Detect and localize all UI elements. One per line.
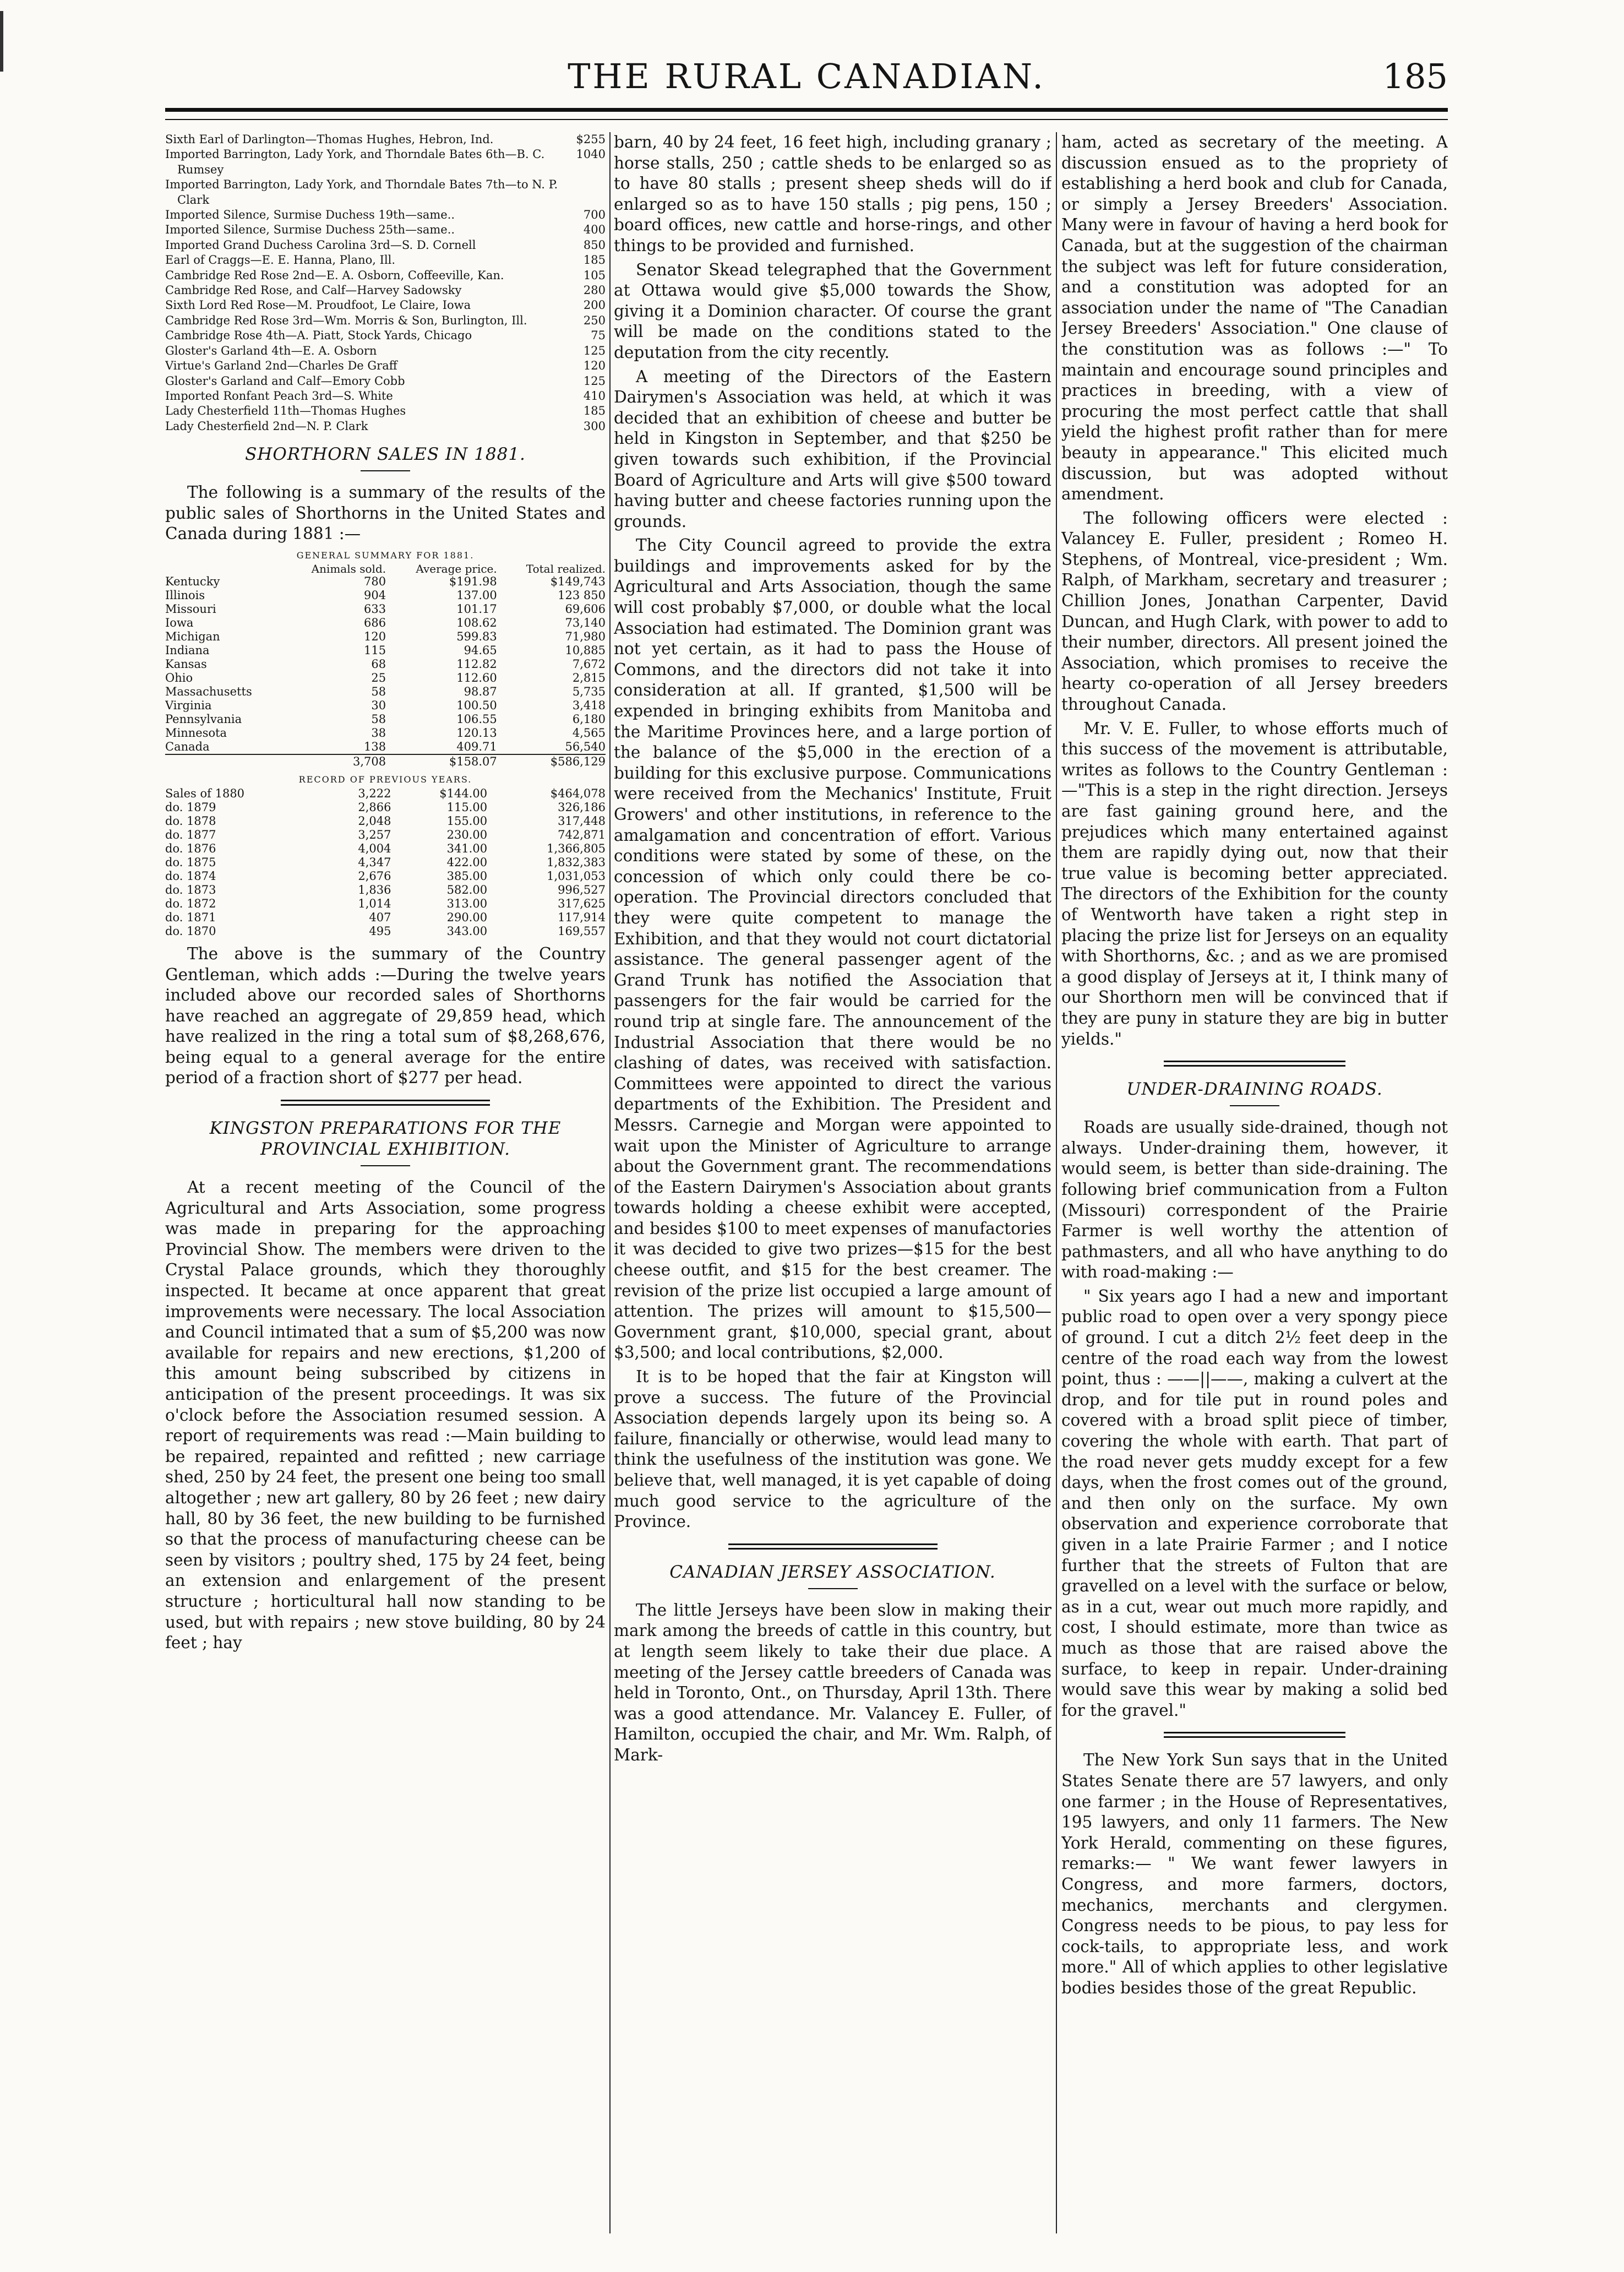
kingston-continued-1: barn, 40 by 24 feet, 16 feet high, including granary ; horse stalls, 250 ; cattle sheds to be enlarged so as to have 80 stalls ; present sheep sheds will do if enlarged so as to have 150 stalls ; pig pens, 150 ; board offices, new cattle and horse-rings, and other things to be provided and furnished. [614, 133, 1051, 255]
table-cell: do. 1874 [165, 869, 216, 883]
table-cell: Kentucky [165, 574, 220, 588]
table-cell: Sales of 1880 [165, 786, 245, 800]
table-cell: Michigan [165, 629, 220, 643]
margin-mark-top [0, 11, 3, 72]
table-cell: $191.98 [449, 574, 497, 588]
table-row [165, 671, 606, 685]
table-cell: do. 1878 [165, 814, 216, 828]
sale-price: 75 [591, 329, 606, 343]
shorthorn-heading: SHORTHORN SALES IN 1881. [245, 444, 526, 465]
table-cell: 94.65 [464, 643, 497, 657]
table-cell: 155.00 [446, 814, 488, 828]
table-cell: 422.00 [446, 855, 488, 869]
table-cell: 108.62 [456, 616, 497, 629]
table-header-cell [165, 563, 284, 575]
table-row [165, 685, 606, 699]
table-cell: 317,625 [558, 896, 606, 910]
sale-name: Imported Ronfant Peach 3rd—S. White [165, 389, 393, 403]
sale-name: Virtue's Garland 2nd—Charles De Graff [165, 359, 397, 373]
roads-heading: UNDER-DRAINING ROADS. [1126, 1079, 1383, 1100]
table-cell: 120.13 [456, 726, 497, 740]
table-header-cell: Animals sold. [311, 562, 386, 575]
table-row [165, 644, 606, 657]
table-cell: 2,676 [358, 869, 391, 883]
sale-entry [165, 283, 606, 298]
page-header [165, 51, 1448, 111]
sale-price: 850 [583, 238, 606, 252]
column-2 [614, 132, 1051, 2233]
table-cell: Ohio [165, 671, 193, 684]
sale-name: Lady Chesterfield 11th—Thomas Hughes [165, 404, 406, 418]
table-cell: 115 [364, 643, 386, 657]
heading-rule [808, 1588, 858, 1589]
kingston-continued-5: It is to be hoped that the fair at Kingston will prove a success. The future of the Provincial Association depends largely upon its being so. A failure, financially or otherwise, would lead many to think the usefulness of the institution was gone. We believe that, well managed, it is yet capable of doing much good service to the agriculture of the Province. [614, 1367, 1051, 1531]
sale-price: 700 [583, 208, 606, 222]
section-double-rule [281, 1100, 490, 1106]
table-cell: do. 1870 [165, 924, 216, 938]
table-cell: 2,815 [572, 671, 606, 684]
table-cell: 123 850 [558, 588, 606, 602]
kingston-heading: KINGSTON PREPARATIONS FOR THE PROVINCIAL EXHIBITION. [209, 1118, 562, 1160]
sale-name: Imported Silence, Surmise Duchess 25th—same.. [165, 223, 455, 237]
sale-entry [165, 389, 606, 404]
table-cell: 1,014 [358, 896, 391, 910]
table-cell: do. 1871 [165, 910, 216, 924]
table-cell: 4,565 [572, 726, 606, 740]
table-cell: 317,448 [558, 814, 606, 828]
table-cell: 633 [364, 602, 386, 616]
table-row [165, 630, 606, 644]
table-cell: 138 [364, 740, 386, 753]
sale-name: Imported Barrington, Lady York, and Thorndale Bates 7th—to N. P. Clark [165, 178, 558, 206]
table-cell: 98.87 [464, 684, 497, 698]
page-number: 185 [1382, 56, 1448, 96]
table-cell: 582.00 [446, 883, 488, 896]
table-cell: 106.55 [456, 712, 497, 726]
table-cell [165, 754, 284, 769]
table-cell: Virginia [165, 698, 212, 712]
table-header-row [165, 563, 606, 575]
sale-entry [165, 419, 606, 434]
table-cell: 3,708 [284, 754, 386, 769]
sale-name: Imported Grand Duchess Carolina 3rd—S. D. Cornell [165, 238, 476, 252]
summary-table [165, 563, 606, 769]
sale-entry [165, 313, 606, 328]
table-cell: 599.83 [456, 629, 497, 643]
table-cell: 100.50 [456, 698, 497, 712]
sale-name: Earl of Craggs—E. E. Hanna, Plano, Ill. [165, 253, 396, 267]
sale-price: 1040 [576, 148, 606, 161]
table-row [165, 657, 606, 671]
sale-name: Gloster's Garland 4th—E. A. Osborn [165, 344, 377, 357]
table2-caption: RECORD OF PREVIOUS YEARS. [298, 774, 472, 785]
table-cell: 2,866 [358, 800, 391, 814]
table-cell: $144.00 [439, 786, 488, 800]
sale-price: 125 [583, 344, 606, 357]
kingston-continued-3: A meeting of the Directors of the Eastern Dairymen's Association was held, at which it was decided that an exhibition of cheese and butter be held in Kingston in September, and that $250 be given towards such exhibition, if the Provincial Board of Agriculture and Arts will give $500 toward having butter and cheese factories running upon the grounds. [614, 367, 1051, 531]
table-row [165, 787, 606, 801]
table1-caption: GENERAL SUMMARY FOR 1881. [296, 550, 475, 561]
sale-entry [165, 222, 606, 237]
table-cell: 137.00 [456, 588, 497, 602]
table-cell: 3,222 [358, 786, 391, 800]
previous-years-table [165, 787, 606, 938]
sale-entry [165, 328, 606, 343]
table-cell: 112.82 [456, 657, 497, 671]
sale-price: 105 [583, 268, 606, 282]
table-cell: 409.71 [456, 740, 497, 753]
jersey-continued-2: The following officers were elected : Valancey E. Fuller, president ; Romeo H. Stephens, of Montreal, vice-president ; Wm. Ralph, of Markham, secretary and treasurer ; Chillion Jones, Jonathan Carpenter, David Duncan, and Hugh Clark, with power to add to their number, directors. All present joined the Association, which promises to receive the hearty co-operation of all Jersey breeders throughout Canada. [1061, 508, 1448, 714]
table-row [165, 713, 606, 726]
table-cell: 2,048 [358, 814, 391, 828]
publication-title: THE RURAL CANADIAN. [568, 56, 1045, 96]
table-cell: 385.00 [446, 869, 488, 883]
table-cell: 742,871 [558, 828, 606, 841]
sale-name: Cambridge Red Rose, and Calf—Harvey Sadowsky [165, 284, 462, 297]
section-double-rule [1164, 1061, 1345, 1067]
table-cell: 495 [369, 924, 391, 938]
table-cell: 904 [364, 588, 386, 602]
sale-price [567, 177, 606, 208]
sale-name: Sixth Earl of Darlington—Thomas Hughes, Hebron, Ind. [165, 133, 494, 146]
jersey-continued-3: Mr. V. E. Fuller, to whose efforts much of this success of the movement is attributable, writes as follows to the Country Gentleman :—"This is a step in the right direction. Jerseys are fast gaining ground here, and the prejudices which many entertained against them are rapidly dying out, now that their true value is becoming better appreciated. The directors of the Exhibition for the county of Wentworth have taken a right step in placing the prize list for Jerseys on an equality with Shorthorns, &c. ; and as we are promised a good display of Jerseys at it, I think many of our Shorthorn men will be convinced that if they are puny in stature they are big in butter yields." [1061, 719, 1448, 1048]
table-row [165, 699, 606, 713]
sale-price: 200 [583, 298, 606, 312]
table-cell: $149,743 [550, 574, 606, 588]
sale-entry [165, 132, 606, 147]
table-cell: 120 [364, 629, 386, 643]
sale-name: Lady Chesterfield 2nd—N. P. Clark [165, 419, 368, 433]
table-cell: do. 1875 [165, 855, 216, 869]
table-cell: 115.00 [446, 800, 488, 814]
sun-paragraph: The New York Sun says that in the United States Senate there are 57 lawyers, and only one farmer ; in the House of Representatives, 195 lawyers, and only 11 farmers. The New York Herald, commenting on these figures, remarks:— " We want fewer lawyers in Congress, and more farmers, doctors, mechanics, merchants and clergymen. Congress needs to be pious, to pay less for cock-tails, to appropriate less, and work more." All of which applies to other legislative bodies besides those of the great Republic. [1061, 1751, 1448, 1997]
sale-entry [165, 208, 606, 222]
table-cell: 7,672 [572, 657, 606, 671]
table-row [165, 842, 606, 856]
table-row [165, 911, 606, 925]
table-row [165, 897, 606, 911]
kingston-continued-4: The City Council agreed to provide the extra buildings and improvements asked for by the Agricultural and Arts Association, though the same will cost probably $7,000, or double what the local Association had estimated. The Dominion grant was not yet certain, as it had to pass the House of Commons, and the directors did not take it into consideration at all. If granted, $1,500 will be expended in bringing exhibits from Manitoba and the Maritime Provinces here, and a large portion of the balance of the $5,000 in the erection of a building for this exclusive purpose. Communications were received from the Mechanics' Institute, Fruit Growers' and other institutions, in reference to the amalgamation and concentration of effort. Various conditions were stated by some of these, on the concession of which only could there be co-operation. The Provincial directors concluded that they were quite competent to manage the Exhibition, and that they would not court dictatorial assistance. The general passenger agent of the Grand Trunk has notified the Association that passengers for the fair would be carried for the round trip at single fare. The announcement of the Industrial Association that there would be no clashing of dates, was received with satisfaction. Committees were appointed to direct the various departments of the Exhibition. The President and Messrs. Carnegie and Morgan were appointed to wait upon the Minister of Agriculture to arrange about the Government grant. The recommendations of the Eastern Dairymen's Association about grants towards holding a cheese exhibit were accepted, and besides $100 to meet expenses of manufactories it was decided to give two prizes—$15 for the best cheese outfit, and $15 for the best creamer. The revision of the prize list occupied a large amount of attention. The prizes will amount to $15,500—Government grant, $10,000, special grant, about $3,500; and local contributions, $2,000. [614, 536, 1051, 1362]
table-cell: 686 [364, 616, 386, 629]
table-cell: 38 [371, 726, 386, 740]
column-divider-2 [1056, 132, 1057, 2233]
table-cell: 4,004 [358, 841, 391, 855]
table-cell: 230.00 [446, 828, 488, 841]
sale-price: 250 [583, 313, 606, 327]
heading-rule [1230, 1105, 1279, 1106]
sale-entry [165, 238, 606, 253]
table-cell: 3,257 [358, 828, 391, 841]
table-cell: 780 [364, 574, 386, 588]
roads-paragraph-2: " Six years ago I had a new and important public road to open over a very spongy piece of ground. I cut a ditch 2½ feet deep in the centre of the road each way from the lowest point, thus : ——||——, making a culvert at the drop, and for tile put in round poles and covered with a broad split piece of timber, covering the whole with earth. That part of the road never gets muddy except for a few days, when the frost comes out of the ground, and then only on the surface. My own observation and experience corroborate that given in a late Prairie Farmer ; and I notice further that the streets of Fulton that are gravelled on a level with the surface or below, as in a cut, wear out much more rapidly, and cost, I should estimate, more than twice as much as those that are raised above the surface, to keep in repair. Under-draining would save this wear by making a solid bed for the gravel." [1061, 1286, 1448, 1720]
sale-entry [165, 177, 606, 208]
table-row [165, 883, 606, 897]
table-cell: 71,980 [565, 629, 606, 643]
jersey-continued-1: ham, acted as secretary of the meeting. A discussion ensued as to the propriety of establishing a herd book and club for Canada, or simply a Jersey Breeders' Association. Many were in favour of having a herd book for Canada, but at the suggestion of the chairman the subject was left for future consideration, and a constitution was adopted for an association under the name of "The Canadian Jersey Breeders' Association." One clause of the constitution was as follows :—" To maintain and encourage sound principles and practices in breeding, with a view of procuring the most perfect cattle that shall yield the highest profit rather than for mere beauty in appearance." This elicited much discussion, but was adopted without amendment. [1061, 133, 1448, 504]
sale-price: 400 [583, 223, 606, 237]
table-row [165, 925, 606, 938]
table-cell: Pennsylvania [165, 712, 242, 726]
table-row [165, 740, 606, 754]
table-cell: 341.00 [446, 841, 488, 855]
sale-name: Cambridge Rose 4th—A. Piatt, Stock Yards, Chicago [165, 329, 472, 343]
sale-entry [165, 344, 606, 358]
heading-rule [361, 470, 410, 471]
kingston-continued-2: Senator Skead telegraphed that the Government at Ottawa would give $5,000 towards the Show, giving it a Dominion character. Of course the grant will be made on the conditions stated to the deputation from the city recently. [614, 260, 1051, 362]
table-cell: 10,885 [565, 643, 606, 657]
table-cell: 1,366,805 [547, 841, 606, 855]
table-cell: 69,606 [565, 602, 606, 616]
header-rule-thin [165, 119, 1448, 120]
table-cell: 1,832,383 [547, 855, 606, 869]
table-row [165, 801, 606, 814]
table-cell: Minnesota [165, 726, 227, 740]
sale-entry [165, 147, 606, 177]
jersey-paragraph: The little Jerseys have been slow in making their mark among the breeds of cattle in this country, but at length seem likely to take their due place. A meeting of the Jersey cattle breeders of Canada was held in Toronto, Ont., on Thursday, April 13th. There was a good attendance. Mr. Valancey E. Fuller, of Hamilton, occupied the chair, and Mr. Wm. Ralph, of Mark- [614, 1600, 1051, 1764]
sale-entry [165, 298, 606, 313]
table-cell: 1,031,053 [547, 869, 606, 883]
table-cell: 58 [371, 712, 386, 726]
sale-price: 120 [583, 359, 606, 373]
section-double-rule [728, 1543, 938, 1550]
sale-entry [165, 253, 606, 268]
table-row [165, 616, 606, 630]
sale-name: Cambridge Red Rose 3rd—Wm. Morris & Son, Burlington, Ill. [165, 313, 527, 327]
sale-name: Imported Silence, Surmise Duchess 19th—same.. [165, 208, 455, 222]
table-cell: $158.07 [386, 754, 497, 769]
table-row [165, 869, 606, 883]
kingston-paragraph: At a recent meeting of the Council of the Agricultural and Arts Association, some progress was made in preparing for the approaching Provincial Show. The members were driven to the Crystal Palace grounds, which they thoroughly inspected. It became at once apparent that great improvements were necessary. The local Association and Council intimated that a sum of $5,200 was now available for repairs and new erections, $1,200 of this amount being subscribed by citizens in anticipation of the present proceedings. It was six o'clock before the Association resumed session. A report of requirements was read :—Main building to be repaired, repainted and refitted ; new carriage shed, 250 by 24 feet, the present one being too small altogether ; new art gallery, 80 by 26 feet ; new dairy hall, 80 by 36 feet, the new building to be furnished so that the process of manufacturing cheese can be seen by visitors ; poultry shed, 175 by 24 feet, being an extension and enlargement of the present structure ; horticultural hall now standing to be used, but with repairs ; new stove building, 80 by 24 feet ; hay [165, 1178, 606, 1653]
table-header-cell: Total realized. [526, 562, 606, 575]
table-cell: Canada [165, 740, 210, 753]
sale-price: 300 [583, 419, 606, 433]
sale-price: 280 [583, 284, 606, 297]
table-cell: 101.17 [456, 602, 497, 616]
sale-price: 125 [583, 374, 606, 388]
table-cell: 5,735 [572, 684, 606, 698]
table-cell: 112.60 [456, 671, 497, 684]
table-cell: Iowa [165, 616, 194, 629]
table-cell: Illinois [165, 588, 205, 602]
sale-entry [165, 374, 606, 389]
table-cell: do. 1873 [165, 883, 216, 896]
table-cell: do. 1876 [165, 841, 216, 855]
shorthorn-intro: The following is a summary of the results of the public sales of Shorthorns in the United States and Canada during 1881 :— [165, 483, 606, 543]
roads-paragraph-1: Roads are usually side-drained, though not always. Under-draining them, however, it would seem, is better than side-draining. The following brief communication from a Fulton (Missouri) correspondent of the Prairie Farmer is well worthy the attention of pathmasters, and all who have anything to do with road-making :— [1061, 1118, 1448, 1282]
table-cell: 290.00 [446, 910, 488, 924]
table-cell: Missouri [165, 602, 216, 616]
table-row [165, 828, 606, 842]
table-header-cell: Average price. [416, 562, 497, 575]
table-row [165, 856, 606, 869]
heading-rule [361, 1165, 410, 1166]
summary-paragraph: The above is the summary of the Country Gentleman, which adds :—During the twelve years included above our recorded sales of Shorthorns have reached an aggregate of 29,859 head, which have realized in the ring a total sum of $8,268,676, being equal to a general average for the entire period of a fraction short of $277 per head. [165, 944, 606, 1088]
table-cell: Kansas [165, 657, 207, 671]
column-divider-1 [609, 132, 611, 2233]
sale-entry [165, 268, 606, 283]
table-row [165, 589, 606, 602]
column-3 [1061, 132, 1448, 2233]
table-cell: 25 [371, 671, 386, 684]
table-cell: 326,186 [558, 800, 606, 814]
table-cell: 58 [371, 684, 386, 698]
section-double-rule [1164, 1732, 1345, 1738]
table-cell: 343.00 [446, 924, 488, 938]
header-rule-thick [165, 108, 1448, 112]
sale-entry [165, 404, 606, 418]
jersey-heading: CANADIAN JERSEY ASSOCIATION. [669, 1562, 996, 1582]
table-row [165, 602, 606, 616]
table-cell: 30 [371, 698, 386, 712]
sale-name: Gloster's Garland and Calf—Emory Cobb [165, 374, 405, 388]
sale-price: 410 [583, 389, 606, 403]
table-total-row [165, 754, 606, 769]
table-cell: 4,347 [358, 855, 391, 869]
table-cell: 1,836 [358, 883, 391, 896]
table-row [165, 575, 606, 589]
sale-price: 185 [583, 253, 606, 267]
table-cell: do. 1879 [165, 800, 216, 814]
table-cell: do. 1872 [165, 896, 216, 910]
table-cell: 996,527 [558, 883, 606, 896]
table-cell: 6,180 [572, 712, 606, 726]
sale-price: $255 [576, 133, 606, 146]
table-cell: 73,140 [565, 616, 606, 629]
table-cell: 117,914 [558, 910, 606, 924]
sale-entry [165, 358, 606, 373]
table-row [165, 814, 606, 828]
sale-price: 185 [583, 404, 606, 418]
sales-list [165, 132, 606, 434]
sale-name: Cambridge Red Rose 2nd—E. A. Osborn, Coffeeville, Kan. [165, 268, 504, 282]
sale-name: Imported Barrington, Lady York, and Thorndale Bates 6th—B. C. Rumsey [165, 148, 545, 176]
table-cell: 56,540 [565, 740, 606, 753]
sale-name: Sixth Lord Red Rose—M. Proudfoot, Le Claire, Iowa [165, 298, 471, 312]
table-cell: $586,129 [497, 754, 606, 769]
table-cell: 3,418 [572, 698, 606, 712]
table-cell: do. 1877 [165, 828, 216, 841]
table-cell: 169,557 [558, 924, 606, 938]
table-cell: Massachusetts [165, 684, 252, 698]
table-cell: $464,078 [550, 786, 606, 800]
table-row [165, 726, 606, 740]
table-cell: 68 [371, 657, 386, 671]
column-1 [165, 132, 606, 2233]
table-cell: 407 [369, 910, 391, 924]
table-cell: 313.00 [446, 896, 488, 910]
table-cell: Indiana [165, 643, 210, 657]
